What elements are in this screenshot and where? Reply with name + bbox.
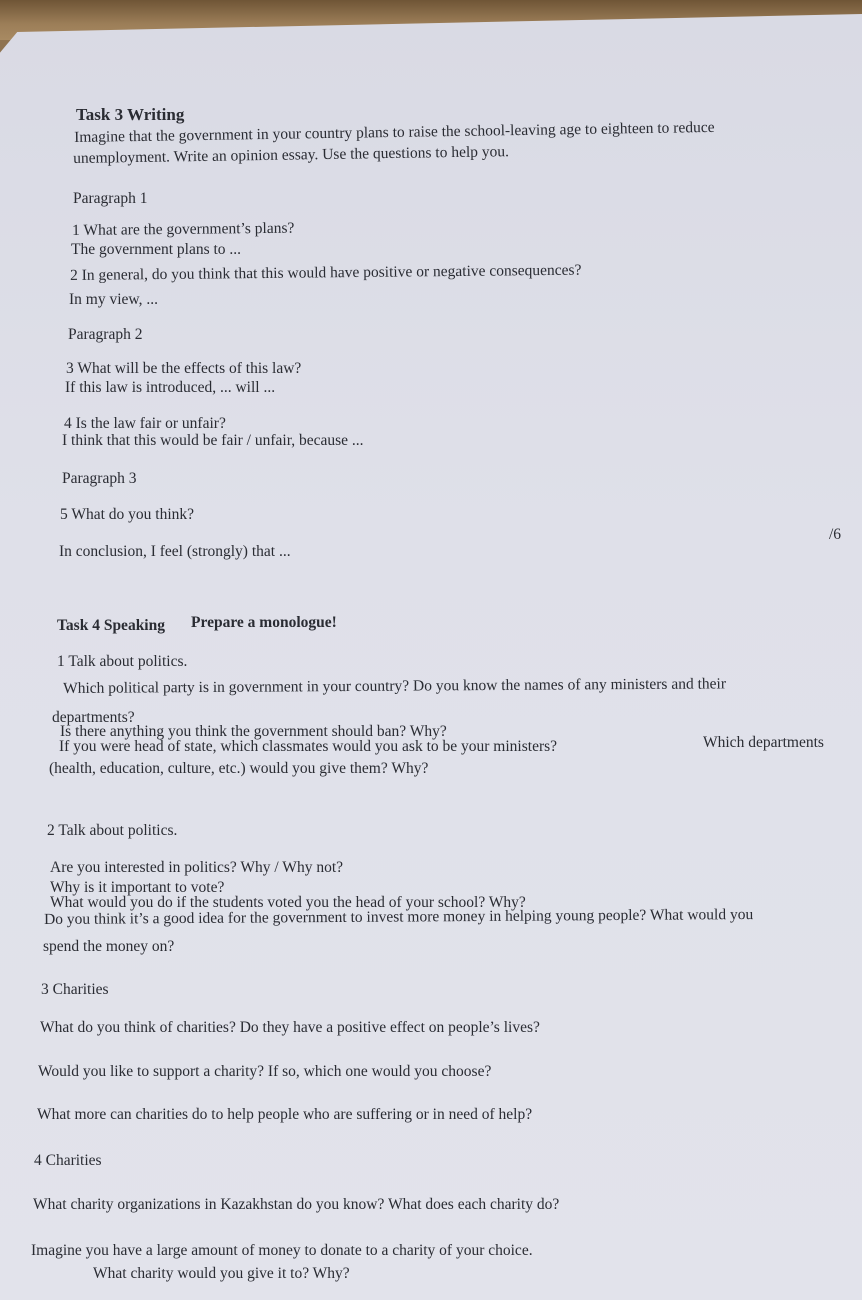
task3-heading: Task 3 Writing (76, 105, 185, 124)
answer-stem-2: In my view, ... (69, 291, 158, 308)
question-4: 4 Is the law fair or unfair? (64, 415, 226, 432)
topic1-line4b: Which departments (703, 734, 824, 751)
topic1-line5: (health, education, culture, etc.) would you give them? Why? (49, 760, 429, 777)
topic3-title: 3 Charities (41, 981, 109, 998)
topic4-question-1: What charity organizations in Kazakhstan do you know? What does each charity do? (33, 1196, 560, 1213)
topic1-line1: Which political party is in government in your country? Do you know the names of any ministers and their (63, 675, 727, 697)
topic1-title: 1 Talk about politics. (57, 653, 188, 670)
task3-intro-line1: Imagine that the government in your country plans to raise the school-leaving age to eighteen to reduce (74, 118, 715, 146)
task3-intro-line2: unemployment. Write an opinion essay. Use the questions to help you. (73, 143, 510, 167)
topic1-line4: If you were head of state, which classmates would you ask to be your ministers? (59, 738, 558, 755)
task3-score: /6 (829, 526, 842, 543)
topic3-question-1: What do you think of charities? Do they have a positive effect on people’s lives? (40, 1019, 540, 1036)
topic2-line1: Are you interested in politics? Why / Why not? (50, 859, 344, 876)
answer-stem-1: The government plans to ... (71, 241, 242, 258)
topic4-title: 4 Charities (34, 1152, 102, 1169)
answer-stem-5: In conclusion, I feel (strongly) that ... (59, 543, 291, 560)
topic3-question-3: What more can charities do to help people who are suffering or in need of help? (37, 1106, 533, 1123)
topic2-line4: Do you think it’s a good idea for the government to invest more money in helping young people? What would you (44, 906, 754, 928)
topic2-line2: Why is it important to vote? (50, 879, 225, 896)
answer-stem-4: I think that this would be fair / unfair, because ... (62, 432, 364, 449)
topic2-line5: spend the money on? (43, 938, 175, 955)
topic2-line3: What would you do if the students voted you the head of your school? Why? (50, 894, 526, 911)
paragraph1-label: Paragraph 1 (73, 190, 148, 207)
question-1: 1 What are the government’s plans? (72, 219, 295, 239)
task4-subheading: Prepare a monologue! (191, 614, 337, 631)
question-2: 2 In general, do you think that this would have positive or negative consequences? (70, 261, 582, 284)
topic2-title: 2 Talk about politics. (47, 822, 178, 839)
topic1-line3: Is there anything you think the government should ban? Why? (60, 723, 447, 740)
question-5: 5 What do you think? (60, 506, 195, 523)
question-3: 3 What will be the effects of this law? (66, 360, 302, 377)
topic1-line2: departments? (52, 709, 135, 726)
paragraph2-label: Paragraph 2 (68, 326, 143, 343)
topic3-question-2: Would you like to support a charity? If so, which one would you choose? (38, 1063, 492, 1080)
paragraph3-label: Paragraph 3 (62, 470, 137, 487)
topic4-question-3: What charity would you give it to? Why? (93, 1265, 350, 1282)
task4-heading: Task 4 Speaking (57, 617, 165, 634)
answer-stem-3: If this law is introduced, ... will ... (65, 379, 276, 396)
topic4-question-2: Imagine you have a large amount of money to donate to a charity of your choice. (31, 1242, 533, 1259)
